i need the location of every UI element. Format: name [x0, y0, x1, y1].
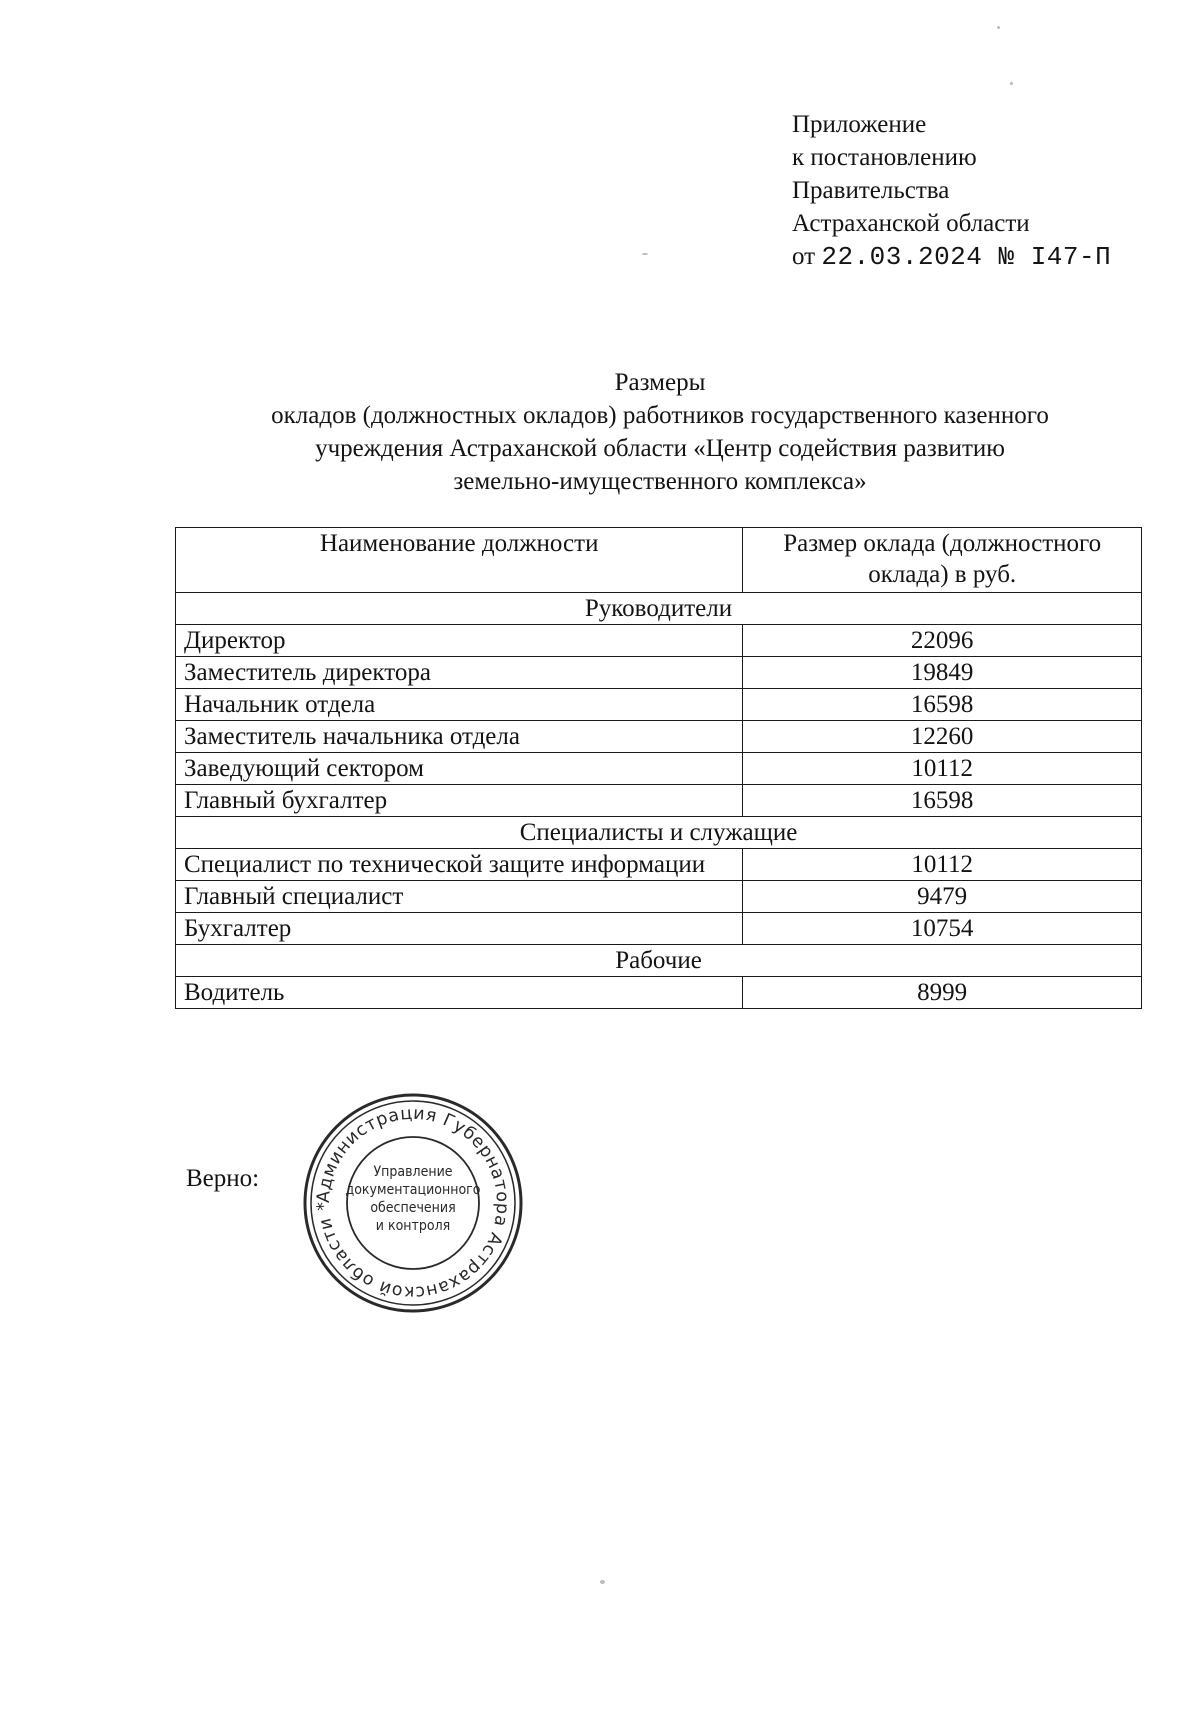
stamp-center-line: и контроля [375, 1218, 451, 1234]
stamp-center-line: документационного [345, 1182, 481, 1198]
position-name: Главный специалист [176, 881, 743, 913]
official-stamp [298, 1088, 528, 1318]
svg-text:Администрация Губернатора Астр: Администрация Губернатора Астраханской области * [313, 1103, 513, 1303]
section-row [176, 593, 1142, 625]
position-name: Главный бухгалтер [176, 785, 743, 817]
position-name: Бухгалтер [176, 913, 743, 945]
section-title: Специалисты и служащие [176, 817, 1142, 849]
salary-value: 9479 [743, 881, 1142, 913]
salary-value: 8999 [743, 977, 1142, 1009]
title-line: окладов (должностных окладов) работников государственного казенного [271, 402, 1049, 429]
position-name: Заместитель начальника отдела [176, 721, 743, 753]
appendix-header [792, 108, 1111, 274]
table-row [176, 913, 1142, 945]
salary-value: 10112 [743, 753, 1142, 785]
appendix-date-value: 22.03.2024 № I47-П [821, 242, 1112, 272]
salary-value: 10112 [743, 849, 1142, 881]
title-line: Размеры [614, 369, 706, 396]
position-name: Начальник отдела [176, 689, 743, 721]
salary-table [175, 527, 1142, 1009]
table-row [176, 785, 1142, 817]
table-header-row [176, 528, 1142, 593]
stamp-center-line: обеспечения [370, 1200, 456, 1216]
appendix-line: к постановлению [792, 144, 977, 171]
salary-value: 22096 [743, 625, 1142, 657]
appendix-date-line [792, 240, 1111, 274]
stamp-center-line: Управление [373, 1164, 453, 1180]
appendix-line: Приложение [792, 111, 927, 138]
salary-value: 16598 [743, 689, 1142, 721]
document-title [170, 366, 1150, 498]
table-row [176, 721, 1142, 753]
appendix-date-prefix: от [792, 243, 816, 270]
position-name: Специалист по технической защите информации [176, 849, 743, 881]
table-row [176, 849, 1142, 881]
table-body [176, 593, 1142, 1009]
table-row [176, 625, 1142, 657]
position-name: Директор [176, 625, 743, 657]
section-row [176, 817, 1142, 849]
title-line: земельно-имущественного комплекса» [453, 468, 867, 495]
position-name: Водитель [176, 977, 743, 1009]
position-name: Заведующий сектором [176, 753, 743, 785]
verified-label: Верно: [186, 1165, 260, 1192]
position-name: Заместитель директора [176, 657, 743, 689]
section-title: Руководители [176, 593, 1142, 625]
header-salary: Размер оклада (должностного оклада) в руб. [743, 528, 1142, 593]
appendix-line: Правительства [792, 177, 950, 204]
table-row [176, 689, 1142, 721]
section-row [176, 945, 1142, 977]
table-row [176, 753, 1142, 785]
header-position: Наименование должности [176, 528, 743, 593]
table-row [176, 977, 1142, 1009]
salary-value: 10754 [743, 913, 1142, 945]
salary-value: 12260 [743, 721, 1142, 753]
section-title: Рабочие [176, 945, 1142, 977]
table-row [176, 657, 1142, 689]
table-row [176, 881, 1142, 913]
salary-value: 19849 [743, 657, 1142, 689]
title-line: учреждения Астраханской области «Центр содействия развитию [315, 435, 1005, 462]
appendix-line: Астраханской области [792, 210, 1030, 237]
salary-value: 16598 [743, 785, 1142, 817]
